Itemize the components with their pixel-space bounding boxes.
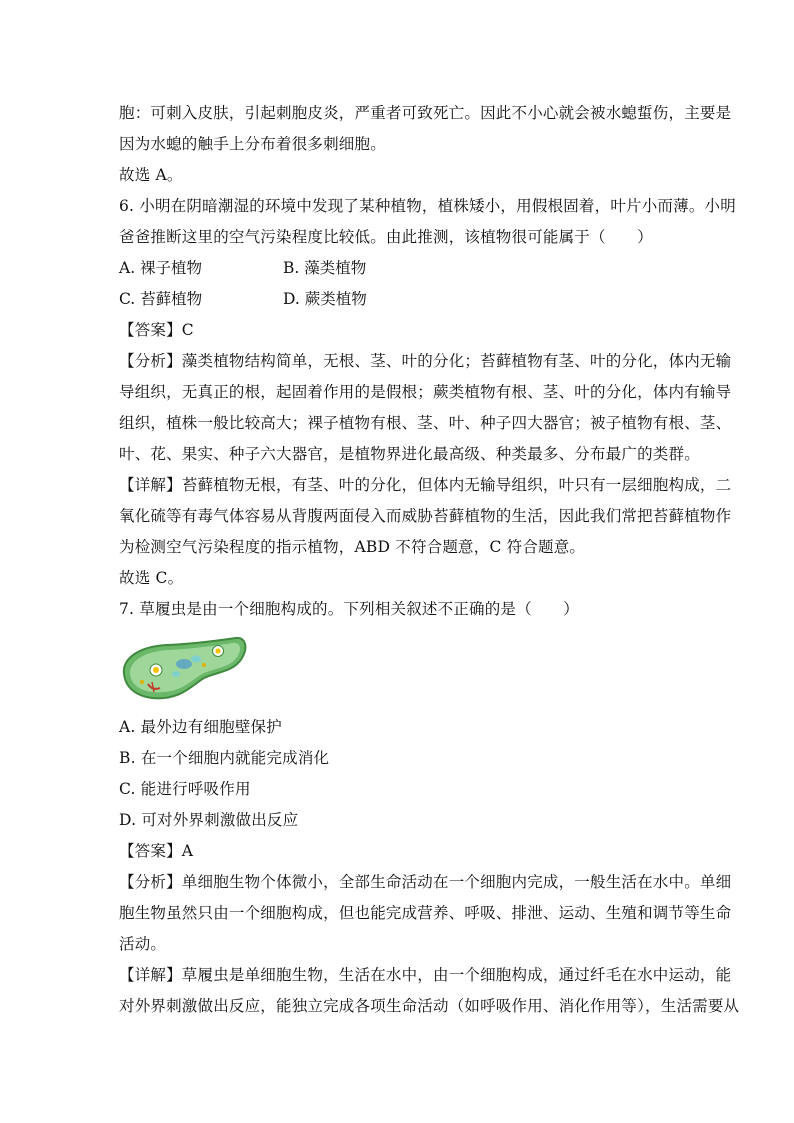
paramecium-illustration bbox=[118, 634, 248, 704]
question-7-detail: 对外界刺激做出反应，能独立完成各项生命活动（如呼吸作用、消化作用等），生活需要从 bbox=[119, 997, 740, 1015]
question-7-option-d: D. 可对外界刺激做出反应 bbox=[119, 811, 299, 829]
question-6-stem: 爸爸推断这里的空气污染程度比较低。由此推测，该植物很可能属于（ ） bbox=[119, 228, 653, 246]
text-line: 因为水螅的触手上分布着很多刺细胞。 bbox=[119, 135, 386, 153]
question-6-option-b: B. 藻类植物 bbox=[283, 259, 367, 277]
text-line: 胞：可刺入皮肤，引起刺胞皮炎，严重者可致死亡。因此不小心就会被水螅蜇伤，主要是 bbox=[119, 104, 732, 122]
question-6-answer: 【答案】C bbox=[119, 321, 194, 339]
question-6-detail: 【详解】苔藓植物无根，有茎、叶的分化，但体内无输导组织，叶只有一层细胞构成，二 bbox=[119, 476, 732, 494]
question-7-answer: 【答案】A bbox=[119, 842, 194, 860]
question-7-option-c: C. 能进行呼吸作用 bbox=[119, 780, 251, 798]
question-6-analysis: 组织，植株一般比较高大；裸子植物有根、茎、叶、种子四大器官；被子植物有根、茎、 bbox=[119, 414, 732, 432]
question-6-option-c: C. 苔藓植物 bbox=[119, 290, 203, 308]
question-7-detail: 【详解】草履虫是单细胞生物，生活在水中，由一个细胞构成，通过纤毛在水中运动，能 bbox=[119, 966, 732, 984]
question-7-option-b: B. 在一个细胞内就能完成消化 bbox=[119, 749, 330, 767]
question-6-analysis: 导组织，无真正的根，起固着作用的是假根；蕨类植物有根、茎、叶的分化，体内有输导 bbox=[119, 383, 732, 401]
question-7-stem: 7. 草履虫是由一个细胞构成的。下列相关叙述不正确的是（ ） bbox=[119, 600, 579, 618]
question-7-analysis: 活动。 bbox=[119, 935, 167, 953]
question-6-stem: 6. 小明在阴暗潮湿的环境中发现了某种植物，植株矮小，用假根固着，叶片小而薄。小明 bbox=[119, 197, 736, 215]
question-6-selection: 故选 C。 bbox=[119, 569, 184, 587]
question-6-detail: 为检测空气污染程度的指示植物，ABD 不符合题意，C 符合题意。 bbox=[119, 538, 586, 556]
question-6-analysis: 叶、花、果实、种子六大器官，是植物界进化最高级、种类最多、分布最广的类群。 bbox=[119, 445, 700, 463]
question-6-option-a: A. 裸子植物 bbox=[119, 259, 203, 277]
question-6-option-d: D. 蕨类植物 bbox=[283, 290, 367, 308]
question-6-detail: 氧化硫等有毒气体容易从背腹两面侵入而威胁苔藓植物的生活，因此我们常把苔藓植物作 bbox=[119, 507, 732, 525]
question-7-analysis: 胞生物虽然只由一个细胞构成，但也能完成营养、呼吸、排泄、运动、生殖和调节等生命 bbox=[119, 904, 732, 922]
question-6-analysis: 【分析】藻类植物结构简单，无根、茎、叶的分化；苔藓植物有茎、叶的分化，体内无输 bbox=[119, 352, 732, 370]
question-7-option-a: A. 最外边有细胞壁保护 bbox=[119, 718, 282, 736]
question-7-analysis: 【分析】单细胞生物个体微小，全部生命活动在一个细胞内完成，一般生活在水中。单细 bbox=[119, 873, 732, 891]
text-line: 故选 A。 bbox=[119, 166, 183, 184]
